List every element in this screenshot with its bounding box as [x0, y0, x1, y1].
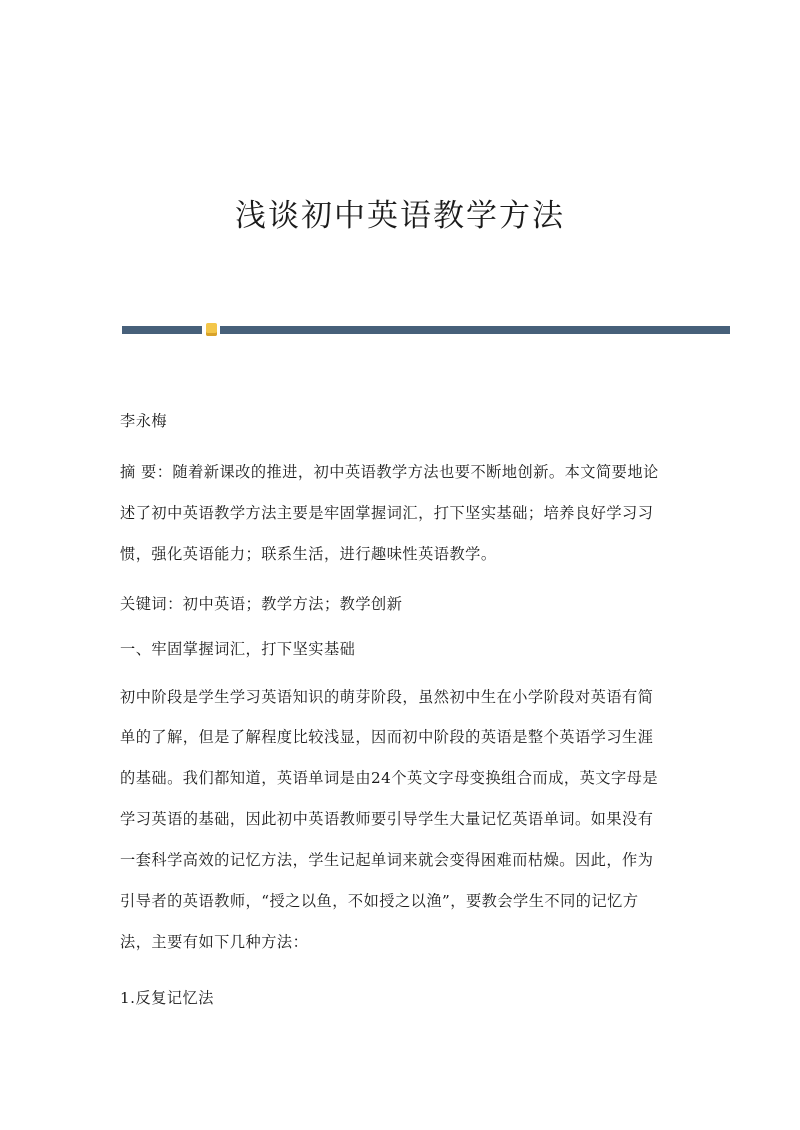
- abstract-line: 摘 要：随着新课改的推进，初中英语教学方法也要不断地创新。本文简要地论: [120, 463, 659, 481]
- abstract-line: 述了初中英语教学方法主要是牢固掌握词汇，打下坚实基础；培养良好学习习: [120, 504, 654, 522]
- title-divider: [122, 326, 730, 334]
- divider-bar-right: [220, 326, 730, 334]
- sub-heading: 1.反复记忆法: [120, 989, 214, 1007]
- divider-ornament-icon: [206, 323, 217, 336]
- body-line: 引导者的英语教师，“授之以鱼，不如授之以渔”，要教会学生不同的记忆方: [120, 892, 639, 910]
- body-line: 初中阶段是学生学习英语知识的萌芽阶段，虽然初中生在小学阶段对英语有简: [120, 688, 654, 706]
- body-line: 的基础。我们都知道，英语单词是由24个英文字母变换组合而成，英文字母是: [120, 769, 659, 787]
- keywords: 关键词：初中英语；教学方法；教学创新: [120, 595, 403, 613]
- abstract-line: 惯，强化英语能力；联系生活，进行趣味性英语教学。: [120, 545, 497, 563]
- body-line: 单的了解，但是了解程度比较浅显，因而初中阶段的英语是整个英语学习生涯: [120, 728, 654, 746]
- body-line: 学习英语的基础，因此初中英语教师要引导学生大量记忆英语单词。如果没有: [120, 810, 654, 828]
- divider-bar-left: [122, 326, 202, 334]
- body-line: 一套科学高效的记忆方法，学生记起单词来就会变得困难而枯燥。因此，作为: [120, 851, 654, 869]
- body-line: 法，主要有如下几种方法：: [120, 933, 309, 951]
- section-heading: 一、牢固掌握词汇，打下坚实基础: [120, 640, 356, 658]
- document-title: 浅谈初中英语教学方法: [235, 198, 565, 234]
- author-name: 李永梅: [120, 412, 168, 430]
